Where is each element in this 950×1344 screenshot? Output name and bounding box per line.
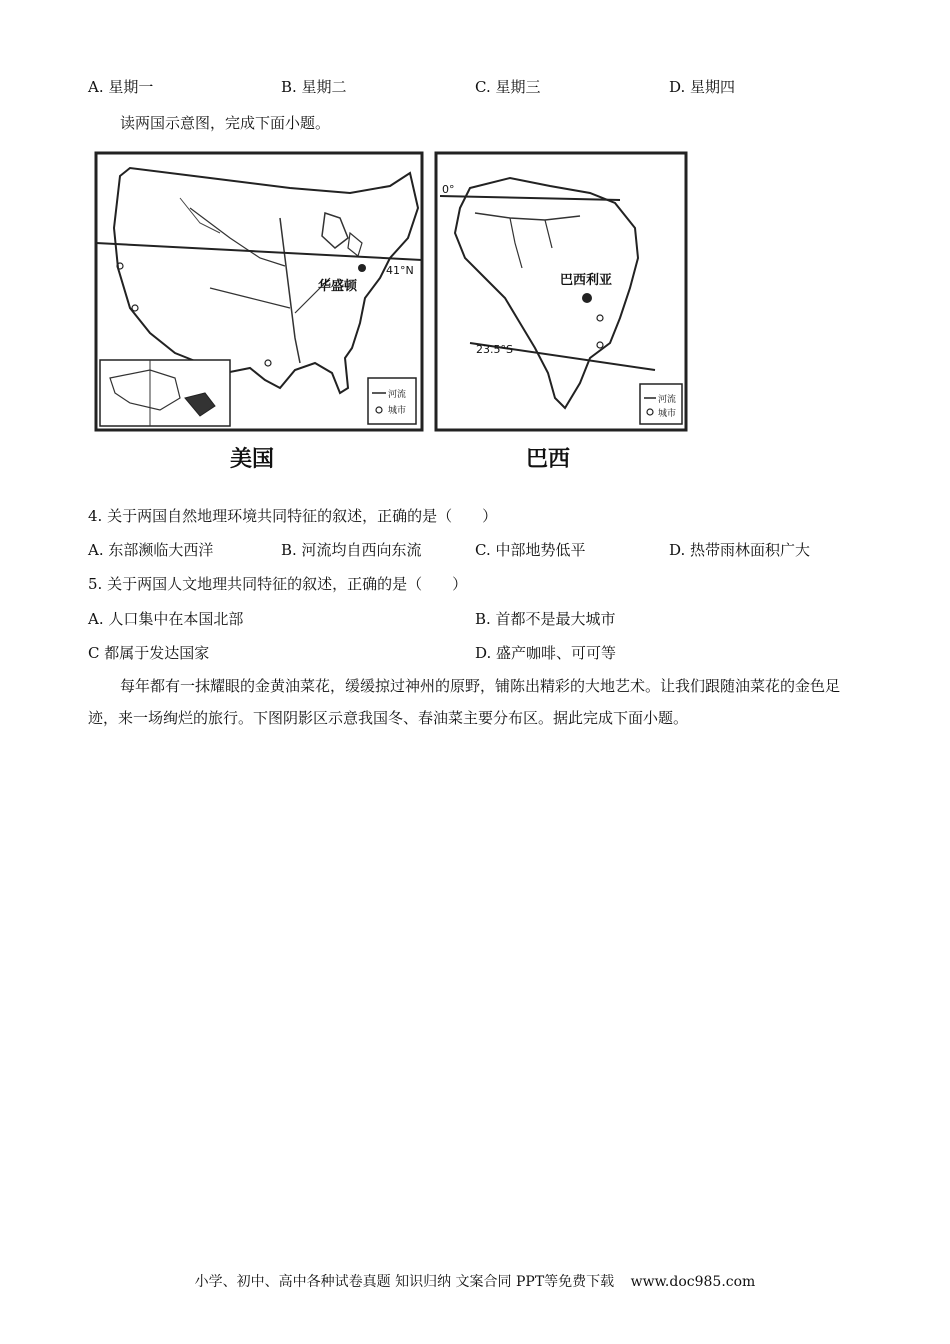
maps-figure xyxy=(90,148,700,478)
brazil-legend-city: 城市 xyxy=(658,409,677,419)
q5-option-d: D. 盛产咖啡、可可等 xyxy=(475,644,617,662)
footer-text: 小学、初中、高中各种试卷真题 知识归纳 文案合同 PPT等免费下载 xyxy=(194,1274,615,1290)
q4-options-row xyxy=(88,539,868,561)
q5-stem: 5. 关于两国人文地理共同特征的叙述，正确的是（ ） xyxy=(88,575,468,593)
q5-option-a: A. 人口集中在本国北部 xyxy=(88,610,244,628)
q3-option-c: C. 星期三 xyxy=(475,78,541,96)
brazil-map xyxy=(436,153,686,430)
q4-option-d: D. 热带雨林面积广大 xyxy=(669,541,811,559)
maps-svg xyxy=(90,148,700,478)
brazil-city-label: 巴西利亚 xyxy=(560,273,613,288)
usa-legend-river: 河流 xyxy=(388,390,407,400)
q3-option-d: D. 星期四 xyxy=(669,78,736,96)
usa-city-label: 华盛顿 xyxy=(318,279,358,294)
q5-option-c: C 都属于发达国家 xyxy=(88,644,210,662)
q3-option-b: B. 星期二 xyxy=(281,78,347,96)
usa-map xyxy=(96,153,422,430)
q4-option-a: A. 东部濒临大西洋 xyxy=(88,541,214,559)
passage-text: 每年都有一抹耀眼的金黄油菜花，缓缓掠过神州的原野，铺陈出精彩的大地艺术。让我们跟随油菜花的金色足迹，来一场绚烂的旅行。下图阴影区示意我国冬、春油菜主要分布区。据此完成下面小题。 xyxy=(88,677,841,727)
q5-options-row-1 xyxy=(88,608,868,630)
page-footer xyxy=(0,1271,950,1291)
q3-options-row xyxy=(88,76,868,98)
q4-option-c: C. 中部地势低平 xyxy=(475,541,586,559)
usa-latitude-label: 41°N xyxy=(386,264,414,277)
q4-option-b: B. 河流均自西向东流 xyxy=(281,541,422,559)
q5-option-b: B. 首都不是最大城市 xyxy=(475,610,616,628)
brazil-caption: 巴西 xyxy=(526,447,571,472)
intro-text: 读两国示意图，完成下面小题。 xyxy=(120,114,331,132)
usa-legend-city: 城市 xyxy=(388,406,407,416)
brazil-legend-river: 河流 xyxy=(658,395,677,405)
brazil-tropic-label: 23.5°S xyxy=(476,343,513,356)
usa-caption: 美国 xyxy=(230,447,275,472)
q3-option-a: A. 星期一 xyxy=(88,78,154,96)
q4-stem: 4. 关于两国自然地理环境共同特征的叙述，正确的是（ ） xyxy=(88,507,498,525)
footer-url[interactable]: www.doc985.com xyxy=(630,1274,756,1290)
q5-options-row-2 xyxy=(88,642,868,664)
brazil-equator-label: 0° xyxy=(442,183,455,196)
